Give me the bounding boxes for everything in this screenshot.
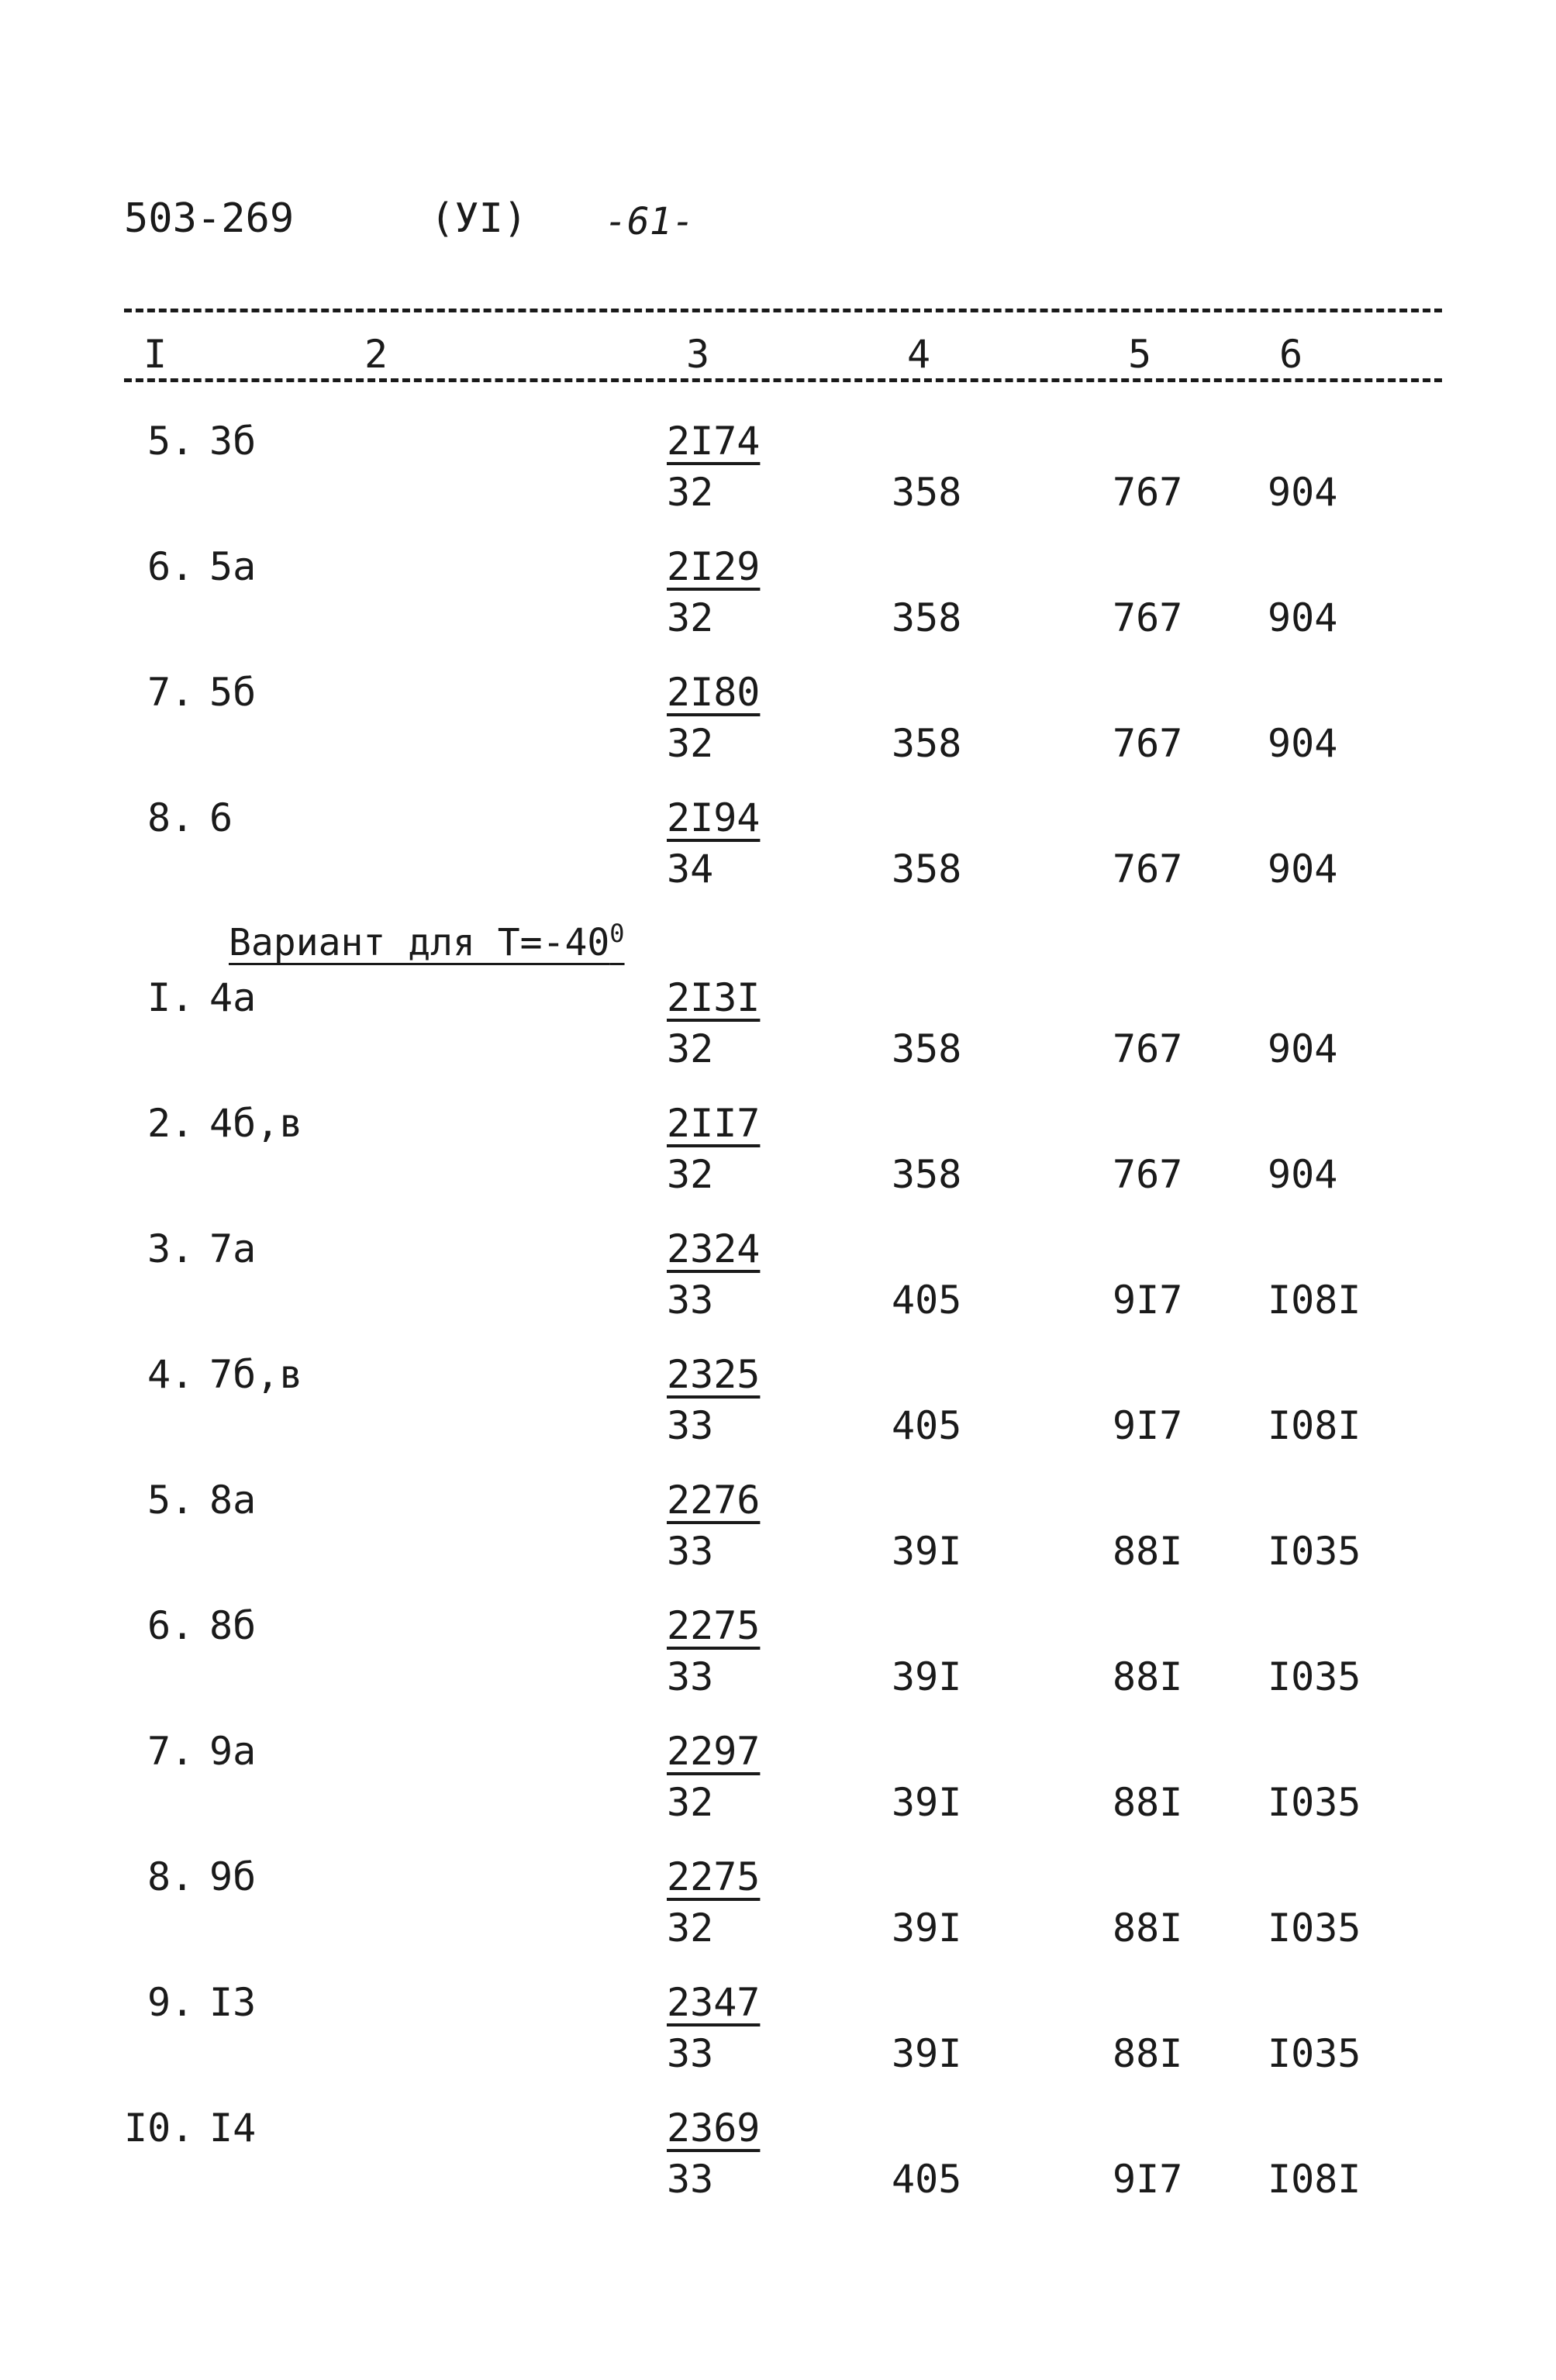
section-degree: 0 (609, 919, 625, 948)
column-6-value: 904 (1268, 1152, 1338, 1197)
section-title-text: Вариант для Т=-40 (229, 921, 610, 964)
row-number: 4. (147, 1352, 195, 1397)
fraction-numerator: 2I29 (667, 544, 761, 589)
column-header-1: I (143, 332, 167, 377)
row-number: 7. (147, 1729, 195, 1774)
row-number: 7. (147, 670, 195, 715)
fraction-denominator: 33 (667, 1529, 714, 1574)
fraction-numerator: 2I80 (667, 670, 761, 715)
fraction-numerator: 2I74 (667, 419, 761, 464)
column-6-value: I035 (1268, 1654, 1361, 1699)
fraction-denominator: 32 (667, 470, 714, 515)
column-6-value: I035 (1268, 1529, 1361, 1574)
column-6-value: 904 (1268, 847, 1338, 892)
column-4-value: 358 (892, 721, 962, 766)
fraction-denominator: 34 (667, 847, 714, 892)
row-number: 8. (147, 795, 195, 840)
column-4-value: 39I (892, 1654, 962, 1699)
fraction-denominator: 33 (667, 1654, 714, 1699)
column-header-5: 5 (1128, 332, 1152, 377)
column-4-value: 358 (892, 595, 962, 640)
column-5-value: 767 (1113, 847, 1183, 892)
fraction-numerator: 2325 (667, 1352, 761, 1397)
column-header-2: 2 (364, 332, 388, 377)
column-5-value: 88I (1113, 1654, 1183, 1699)
row-type: 5б (209, 670, 257, 715)
column-4-value: 405 (892, 1403, 962, 1448)
column-4-value: 358 (892, 470, 962, 515)
column-header-3: 3 (686, 332, 710, 377)
column-6-value: 904 (1268, 595, 1338, 640)
row-type: 9б (209, 1854, 257, 1899)
column-5-value: 767 (1113, 1152, 1183, 1197)
fraction-numerator: 2276 (667, 1478, 761, 1523)
row-number: 9. (147, 1980, 195, 2025)
document-number: 503-269 (124, 195, 295, 242)
fraction-numerator: 2369 (667, 2106, 761, 2151)
column-5-value: 88I (1113, 1906, 1183, 1951)
column-6-value: I08I (1268, 1403, 1361, 1448)
column-5-value: 9I7 (1113, 1278, 1183, 1323)
volume-label: (УI) (430, 195, 528, 242)
row-number: 6. (147, 1603, 195, 1648)
fraction-denominator: 32 (667, 1906, 714, 1951)
row-number: 2. (147, 1101, 195, 1146)
row-type: 7а (209, 1226, 257, 1271)
fraction-numerator: 2I3I (667, 975, 761, 1020)
fraction-numerator: 2275 (667, 1603, 761, 1648)
row-number: 6. (147, 544, 195, 589)
row-type: 4а (209, 975, 257, 1020)
column-header-4: 4 (907, 332, 931, 377)
column-6-value: 904 (1268, 721, 1338, 766)
row-number: I0. (124, 2106, 195, 2151)
column-5-value: 9I7 (1113, 2157, 1183, 2202)
column-5-value: 767 (1113, 721, 1183, 766)
fraction-denominator: 32 (667, 595, 714, 640)
page-number: -61- (605, 200, 695, 243)
column-4-value: 358 (892, 847, 962, 892)
fraction-denominator: 32 (667, 721, 714, 766)
row-number: 5. (147, 1478, 195, 1523)
row-number: 3. (147, 1226, 195, 1271)
fraction-numerator: 2324 (667, 1226, 761, 1271)
column-4-value: 358 (892, 1026, 962, 1071)
column-5-value: 767 (1113, 470, 1183, 515)
column-6-value: 904 (1268, 1026, 1338, 1071)
column-5-value: 88I (1113, 2031, 1183, 2076)
fraction-denominator: 33 (667, 2157, 714, 2202)
column-5-value: 88I (1113, 1529, 1183, 1574)
fraction-denominator: 33 (667, 1278, 714, 1323)
column-6-value: I035 (1268, 1780, 1361, 1825)
row-number: 8. (147, 1854, 195, 1899)
column-5-value: 767 (1113, 595, 1183, 640)
row-type: 8а (209, 1478, 257, 1523)
fraction-numerator: 2297 (667, 1729, 761, 1774)
fraction-denominator: 32 (667, 1152, 714, 1197)
column-6-value: I08I (1268, 2157, 1361, 2202)
row-type: 7б,в (209, 1352, 303, 1397)
column-4-value: 39I (892, 1780, 962, 1825)
row-type: 3б (209, 419, 257, 464)
column-4-value: 405 (892, 2157, 962, 2202)
fraction-denominator: 32 (667, 1780, 714, 1825)
row-type: 9а (209, 1729, 257, 1774)
row-type: 6 (209, 795, 233, 840)
fraction-numerator: 2I94 (667, 795, 761, 840)
column-5-value: 767 (1113, 1026, 1183, 1071)
fraction-numerator: 2II7 (667, 1101, 761, 1146)
column-6-value: I035 (1268, 2031, 1361, 2076)
column-5-value: 9I7 (1113, 1403, 1183, 1448)
column-4-value: 39I (892, 1906, 962, 1951)
row-number: 5. (147, 419, 195, 464)
section-title (229, 919, 625, 964)
fraction-numerator: 2347 (667, 1980, 761, 2025)
column-4-value: 405 (892, 1278, 962, 1323)
fraction-denominator: 33 (667, 1403, 714, 1448)
column-4-value: 39I (892, 2031, 962, 2076)
column-5-value: 88I (1113, 1780, 1183, 1825)
row-type: I4 (209, 2106, 257, 2151)
column-4-value: 358 (892, 1152, 962, 1197)
fraction-denominator: 32 (667, 1026, 714, 1071)
row-type: 8б (209, 1603, 257, 1648)
table-top-rule (124, 309, 1442, 312)
table-header-rule (124, 378, 1442, 382)
fraction-numerator: 2275 (667, 1854, 761, 1899)
column-6-value: I035 (1268, 1906, 1361, 1951)
column-header-6: 6 (1279, 332, 1303, 377)
row-type: 5а (209, 544, 257, 589)
row-type: I3 (209, 1980, 257, 2025)
column-6-value: 904 (1268, 470, 1338, 515)
column-6-value: I08I (1268, 1278, 1361, 1323)
row-type: 4б,в (209, 1101, 303, 1146)
column-4-value: 39I (892, 1529, 962, 1574)
fraction-denominator: 33 (667, 2031, 714, 2076)
row-number: I. (147, 975, 195, 1020)
